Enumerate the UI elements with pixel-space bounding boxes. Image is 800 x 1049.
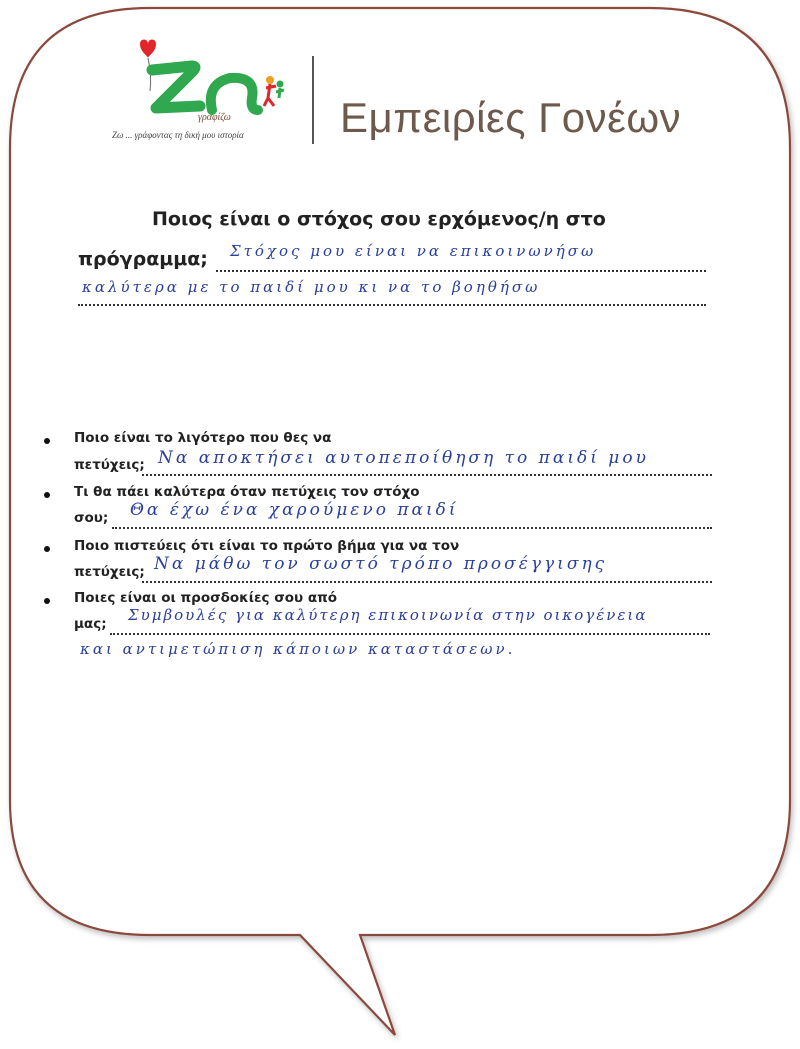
answer-line bbox=[112, 525, 712, 529]
handwritten-answer: Να αποκτήσει αυτοπεποίθηση το παιδί μου bbox=[158, 448, 649, 468]
question-text: Τι θα πάει καλύτερα όταν πετύχεις τον στόχο bbox=[74, 484, 420, 500]
handwritten-answer: Συμβουλές για καλύτερη επικοινωνία στην οικογένεια bbox=[128, 606, 648, 624]
question-label: μας; bbox=[74, 616, 107, 632]
bullet bbox=[44, 438, 50, 444]
bullet bbox=[44, 598, 50, 604]
question-text: Ποιο είναι το λιγότερο που θες να bbox=[74, 430, 332, 446]
handwritten-answer: Θα έχω ένα χαρούμενο παιδί bbox=[130, 500, 459, 520]
handwritten-answer: καλύτερα με το παιδί μου κι να το βοηθήσω bbox=[82, 278, 541, 296]
page-title: Εμπειρίες Γονέων bbox=[340, 94, 682, 141]
question-text: Ποιες είναι οι προσδοκίες σου από bbox=[74, 590, 338, 606]
answer-line bbox=[142, 579, 712, 583]
answer-line bbox=[216, 268, 706, 272]
handwritten-answer: και αντιμετώπιση κάποιων καταστάσεων. bbox=[80, 640, 516, 658]
question-label: πετύχεις; bbox=[74, 457, 145, 473]
question-text: Ποιο πιστεύεις ότι είναι το πρώτο βήμα για να τον bbox=[74, 538, 460, 554]
main-question: Ποιος είναι ο στόχος σου ερχόμενος/η στο bbox=[152, 208, 606, 230]
logo-subtitle: γραφίζω bbox=[198, 112, 231, 123]
handwritten-answer: Στόχος μου είναι να επικοινωνήσω bbox=[230, 242, 597, 260]
bullet bbox=[44, 492, 50, 498]
header-divider bbox=[312, 56, 314, 144]
bullet bbox=[44, 546, 50, 552]
handwritten-answer: Να μάθω τον σωστό τρόπο προσέγγισης bbox=[154, 554, 608, 574]
logo bbox=[112, 36, 292, 146]
header bbox=[112, 36, 732, 156]
answer-line bbox=[142, 472, 712, 476]
answer-line bbox=[78, 302, 706, 306]
answer-line bbox=[110, 631, 710, 635]
question-label: σου; bbox=[74, 510, 109, 526]
logo-tagline: Ζω ... γράφοντας τη δική μου ιστορία bbox=[112, 130, 244, 140]
scanned-form bbox=[30, 190, 760, 790]
main-question-label: πρόγραμμα; bbox=[78, 248, 208, 270]
question-label: πετύχεις; bbox=[74, 564, 145, 580]
